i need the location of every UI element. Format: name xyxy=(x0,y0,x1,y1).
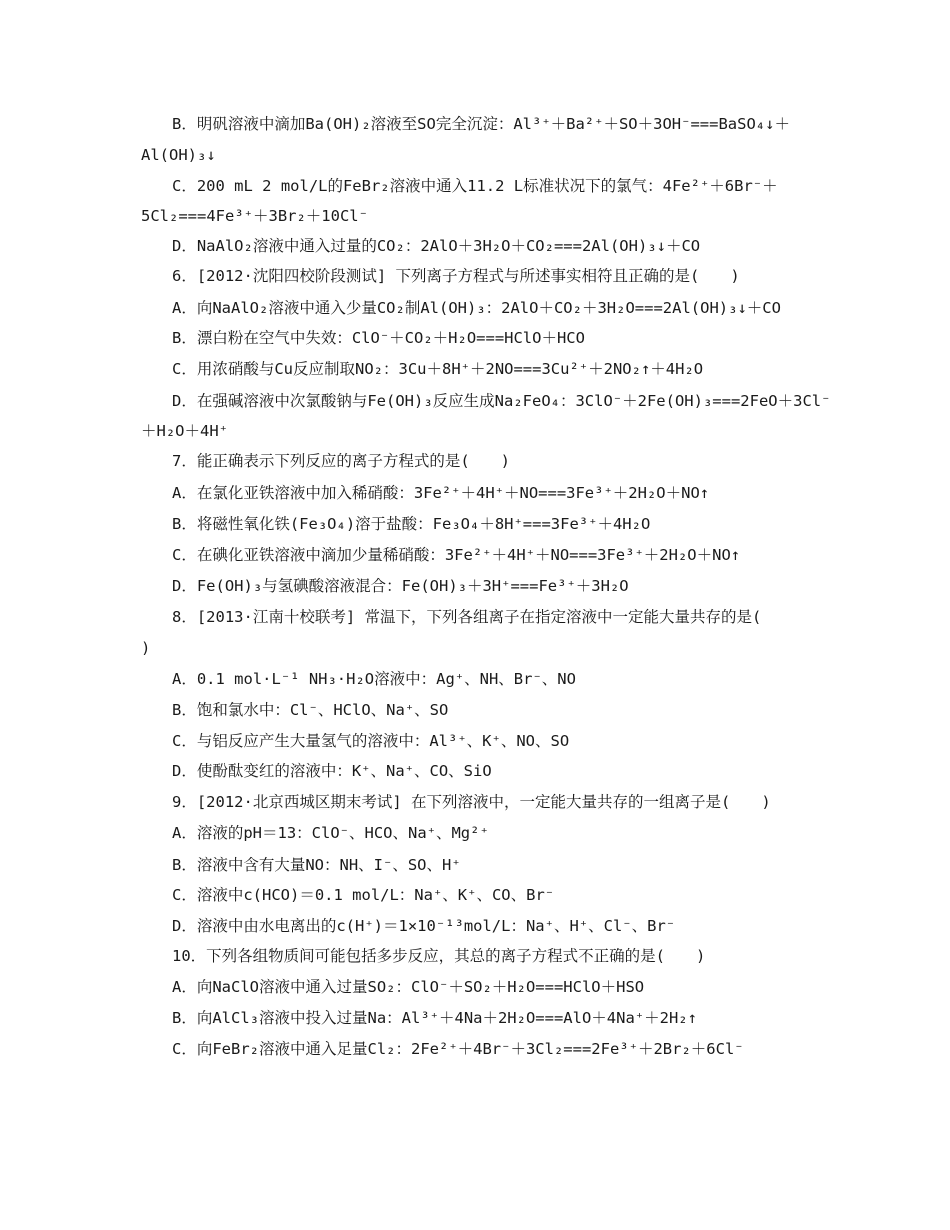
option-5b-line1: B．明矾溶液中滴加Ba(OH)₂溶液至SO完全沉淀：Al³⁺＋Ba²⁺＋SO＋3OH⁻===BaSO₄↓＋ xyxy=(172,115,790,133)
option-7c: C．在碘化亚铁溶液中滴加少量稀硝酸：3Fe²⁺＋4H⁺＋NO===3Fe³⁺＋2H₂O＋NO↑ xyxy=(172,546,741,564)
option-8a: A．0.1 mol·L⁻¹ NH₃·H₂O溶液中：Ag⁺、NH、Br⁻、NO xyxy=(172,670,576,688)
option-9c: C．溶液中c(HCO)＝0.1 mol/L：Na⁺、K⁺、CO、Br⁻ xyxy=(172,886,555,904)
option-6d-line1: D．在强碱溶液中次氯酸钠与Fe(OH)₃反应生成Na₂FeO₄：3ClO⁻＋2Fe(OH)₃===2FeO＋3Cl⁻ xyxy=(172,392,831,410)
question-10: 10．下列各组物质间可能包括多步反应，其总的离子方程式不正确的是( ) xyxy=(172,947,706,965)
question-9: 9．[2012·北京西城区期末考试] 在下列溶液中，一定能大量共存的一组离子是( ) xyxy=(172,793,771,811)
option-9b: B．溶液中含有大量NO：NH、I⁻、SO、H⁺ xyxy=(172,856,461,874)
option-6c: C．用浓硝酸与Cu反应制取NO₂：3Cu＋8H⁺＋2NO===3Cu²⁺＋2NO₂↑＋4H₂O xyxy=(172,360,704,378)
option-10c: C．向FeBr₂溶液中通入足量Cl₂：2Fe²⁺＋4Br⁻＋3Cl₂===2Fe³⁺＋2Br₂＋6Cl⁻ xyxy=(172,1040,744,1058)
option-9a: A．溶液的pH＝13：ClO⁻、HCO、Na⁺、Mg²⁺ xyxy=(172,824,489,842)
option-6b: B．漂白粉在空气中失效：ClO⁻＋CO₂＋H₂O===HClO＋HCO xyxy=(172,329,585,347)
option-8d: D．使酚酞变红的溶液中：K⁺、Na⁺、CO、SiO xyxy=(172,762,492,780)
option-6d-line2: ＋H₂O＋4H⁺ xyxy=(141,422,228,440)
option-8c: C．与铝反应产生大量氢气的溶液中：Al³⁺、K⁺、NO、SO xyxy=(172,732,570,750)
option-7d: D．Fe(OH)₃与氢碘酸溶液混合：Fe(OH)₃＋3H⁺===Fe³⁺＋3H₂O xyxy=(172,577,629,595)
question-6: 6．[2012·沈阳四校阶段测试] 下列离子方程式与所述事实相符且正确的是( ) xyxy=(172,267,740,285)
option-5b-line2: Al(OH)₃↓ xyxy=(141,146,216,164)
option-8b: B．饱和氯水中：Cl⁻、HClO、Na⁺、SO xyxy=(172,701,449,719)
option-7a: A．在氯化亚铁溶液中加入稀硝酸：3Fe²⁺＋4H⁺＋NO===3Fe³⁺＋2H₂O＋NO↑ xyxy=(172,484,710,502)
option-9d: D．溶液中由水电离出的c(H⁺)＝1×10⁻¹³mol/L：Na⁺、H⁺、Cl⁻、Br⁻ xyxy=(172,917,676,935)
question-8-line1: 8．[2013·江南十校联考] 常温下，下列各组离子在指定溶液中一定能大量共存的是( xyxy=(172,608,762,626)
option-6a: A．向NaAlO₂溶液中通入少量CO₂制Al(OH)₃：2AlO＋CO₂＋3H₂O===2Al(OH)₃↓＋CO xyxy=(172,299,781,317)
option-5c-line1: C．200 mL 2 mol/L的FeBr₂溶液中通入11.2 L标准状况下的氯气：4Fe²⁺＋6Br⁻＋ xyxy=(172,177,778,195)
option-5d: D．NaAlO₂溶液中通入过量的CO₂：2AlO＋3H₂O＋CO₂===2Al(OH)₃↓＋CO xyxy=(172,237,701,255)
question-7: 7．能正确表示下列反应的离子方程式的是( ) xyxy=(172,452,510,470)
option-10b: B．向AlCl₃溶液中投入过量Na：Al³⁺＋4Na＋2H₂O===AlO＋4Na⁺＋2H₂↑ xyxy=(172,1009,697,1027)
option-5c-line2: 5Cl₂===4Fe³⁺＋3Br₂＋10Cl⁻ xyxy=(141,207,368,225)
option-10a: A．向NaClO溶液中通入过量SO₂：ClO⁻＋SO₂＋H₂O===HClO＋HSO xyxy=(172,978,645,996)
question-8-line2: ) xyxy=(141,639,151,657)
option-7b: B．将磁性氧化铁(Fe₃O₄)溶于盐酸：Fe₃O₄＋8H⁺===3Fe³⁺＋4H₂O xyxy=(172,515,651,533)
